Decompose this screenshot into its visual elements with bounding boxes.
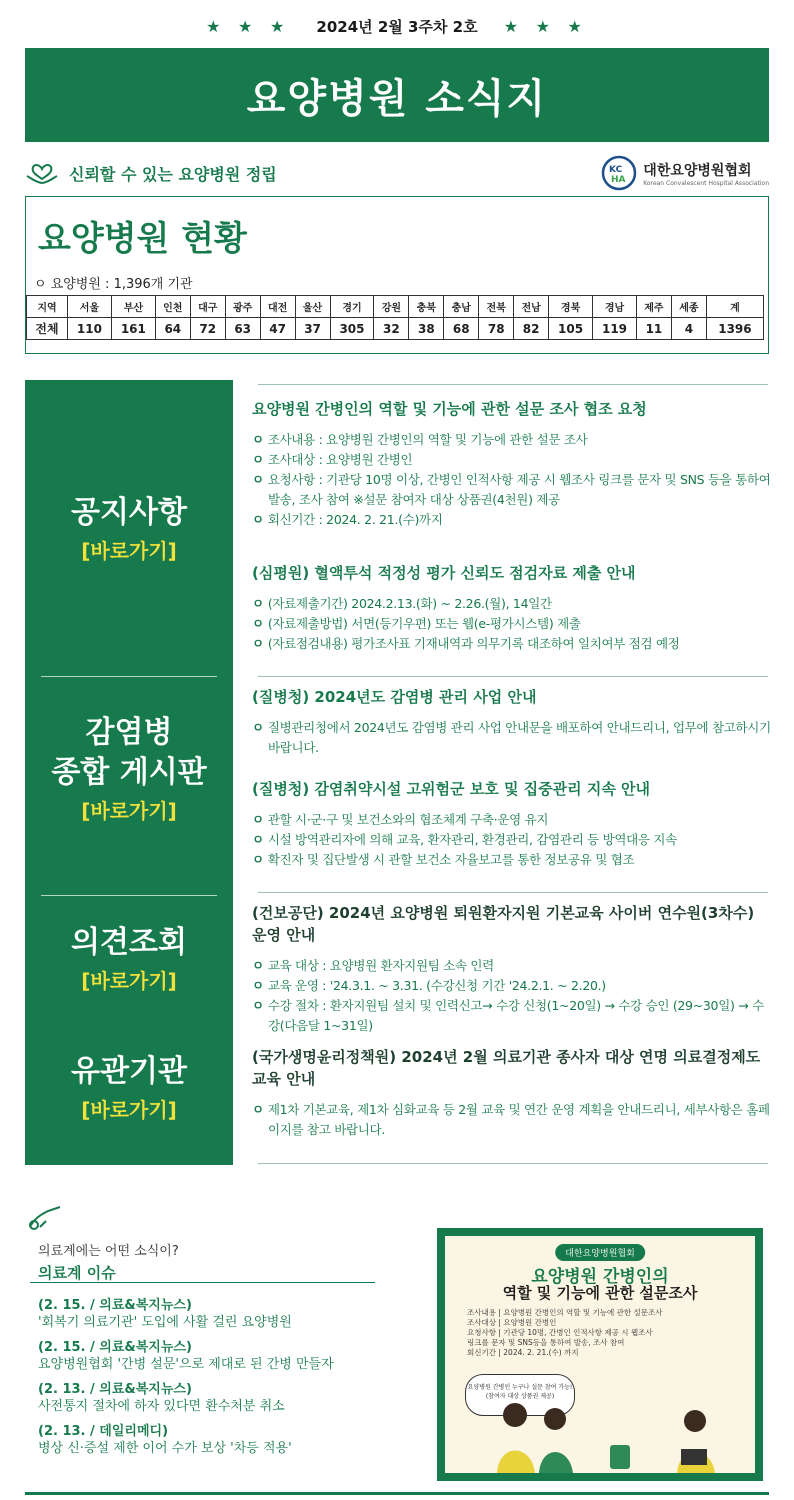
issue-source: (2. 15. / 의료&복지뉴스)	[38, 1298, 192, 1313]
other-title[interactable]: (국가생명윤리정책원) 2024년 2월 의료기관 종사자 대상 연명 의료결정제도 교육 안내	[252, 1048, 761, 1088]
region-count-cell: 72	[190, 318, 225, 340]
infection-title[interactable]: (질병청) 감염취약시설 고위험군 보호 및 집중관리 지속 안내	[252, 780, 651, 798]
issue-item[interactable]	[38, 1298, 418, 1332]
hospital-status-section	[25, 196, 769, 354]
region-count-cell: 82	[514, 318, 549, 340]
poster-body	[445, 1236, 755, 1473]
infection-detail: ㅇ 확진자 및 집단발생 시 관할 보건소 자율보고를 통한 정보공유 및 협조	[252, 850, 772, 870]
issue-source: (2. 15. / 의료&복지뉴스)	[38, 1340, 192, 1355]
region-name-cell: 경남	[593, 296, 637, 318]
association-text	[643, 160, 769, 187]
poster-line: 회신기간 | 2024. 2. 21.(수) 까지	[467, 1348, 579, 1357]
notice-link[interactable]	[25, 493, 233, 564]
opinion-goto[interactable]: [바로가기]	[81, 969, 177, 993]
slogan	[25, 160, 277, 186]
other-item[interactable]	[252, 902, 772, 1036]
svg-text:HA: HA	[611, 175, 626, 185]
divider	[30, 1282, 375, 1283]
issue-source: (2. 13. / 데일리메디)	[38, 1424, 169, 1439]
heart-hands-icon	[25, 160, 59, 186]
region-header-label: 지역	[27, 296, 68, 318]
brush-icon	[26, 1205, 64, 1231]
notice-goto[interactable]: [바로가기]	[81, 539, 177, 563]
issue-number: 2024년 2월 3주차 2호	[316, 18, 478, 36]
divider	[258, 676, 768, 677]
region-name-cell: 경기	[330, 296, 374, 318]
poster-title-1: 요양병원 간병인의	[531, 1267, 669, 1287]
notice-detail: ㅇ 회신기간 : 2024. 2. 21.(수)까지	[252, 510, 772, 530]
region-name-cell: 경북	[549, 296, 593, 318]
other-detail-list	[252, 1100, 772, 1140]
infection-label-2: 종합 게시판	[51, 755, 207, 790]
region-count-cell: 68	[444, 318, 479, 340]
other-title[interactable]: (건보공단) 2024년 요양병원 퇴원환자지원 기본교육 사이버 연수원(3차수) 운영 안내	[252, 904, 755, 944]
divider	[258, 892, 768, 893]
region-count-cell: 64	[155, 318, 190, 340]
issues-list	[38, 1298, 418, 1466]
region-name-cell: 부산	[111, 296, 155, 318]
notice-detail: ㅇ (자료제출기간) 2024.2.13.(화) ~ 2.26.(월), 14일간	[252, 594, 772, 614]
other-detail-list	[252, 956, 772, 1036]
poster-line: 조사내용 | 요양병원 간병인의 역할 및 기능에 관한 설문조사	[467, 1308, 663, 1317]
other-detail: ㅇ 교육 운영 : '24.3.1. ~ 3.31. (수강신청 기간 '24.2.1. ~ 2.20.)	[252, 976, 772, 996]
other-detail: ㅇ 교육 대상 : 요양병원 환자지원팀 소속 인력	[252, 956, 772, 976]
opinion-label: 의견조회	[71, 925, 187, 960]
region-name-cell: 인천	[155, 296, 190, 318]
notice-detail: ㅇ (자료점검내용) 평가조사표 기재내역과 의무기록 대조하여 일치여부 점검 예정	[252, 634, 772, 654]
divider	[41, 676, 217, 677]
region-name-cell: 서울	[67, 296, 111, 318]
region-header-row	[27, 296, 764, 318]
region-name-cell: 충북	[409, 296, 444, 318]
poster-title-2: 역할 및 기능에 관한 설문조사	[502, 1284, 698, 1302]
newsletter-title: 요양병원 소식지	[246, 75, 548, 122]
region-name-cell: 충남	[444, 296, 479, 318]
region-name-cell: 울산	[295, 296, 330, 318]
infection-label-1: 감염병	[85, 715, 173, 750]
association-name-en: Korean Convalescent Hospital Association	[643, 179, 769, 187]
infection-goto[interactable]: [바로가기]	[81, 799, 177, 823]
notice-detail-list	[252, 430, 772, 530]
infection-detail-list	[252, 810, 772, 870]
region-count-cell: 63	[225, 318, 260, 340]
poster-line: 링크를 문자 및 SNS등을 통하여 발송, 조사 참여	[467, 1338, 625, 1347]
region-count-cell: 38	[409, 318, 444, 340]
notice-item[interactable]	[252, 398, 772, 530]
region-name-cell: 대전	[260, 296, 295, 318]
region-count-cell: 47	[260, 318, 295, 340]
footer-rule	[25, 1492, 769, 1495]
region-name-cell: 대구	[190, 296, 225, 318]
notice-title[interactable]: (심평원) 혈액투석 적정성 평가 신뢰도 점검자료 제출 안내	[252, 564, 636, 582]
region-count-cell: 37	[295, 318, 330, 340]
other-detail: ㅇ 제1차 기본교육, 제1차 심화교육 등 2월 교육 및 연간 운영 계획을 안내드리니, 세부사항은 홈페이지를 참고 바랍니다.	[252, 1100, 772, 1140]
region-name-cell: 제주	[636, 296, 671, 318]
divider	[258, 384, 768, 385]
infection-title[interactable]: (질병청) 2024년도 감염병 관리 사업 안내	[252, 688, 537, 706]
infection-item[interactable]	[252, 686, 772, 758]
star-icon: ★ ★ ★	[503, 17, 588, 36]
region-count-row	[27, 318, 764, 340]
notice-detail: ㅇ (자료제출방법) 서면(등기우편) 또는 웹(e-평가시스템) 제출	[252, 614, 772, 634]
issue-headline[interactable]: 병상 신·증설 제한 이어 수가 보상 '차등 적용'	[38, 1441, 292, 1456]
related-goto[interactable]: [바로가기]	[81, 1098, 177, 1122]
poster-line: 요청사항 | 기관당 10명, 간병인 인적사항 제공 시 웹조사	[467, 1328, 653, 1337]
association-logo[interactable]	[601, 155, 769, 191]
notice-detail-list	[252, 594, 772, 654]
notice-detail: ㅇ 조사대상 : 요양병원 간병인	[252, 450, 772, 470]
hospital-count: ㅇ 요양병원 : 1,396개 기관	[34, 277, 193, 292]
region-name-cell: 세종	[671, 296, 706, 318]
other-detail: ㅇ 수강 절차 : 환자지원팀 설치 및 인력신고→ 수강 신청(1~20일) → 수강 승인 (29~30일) → 수강(다음달 1~31일)	[252, 996, 772, 1036]
region-count-cell: 4	[671, 318, 706, 340]
region-count-cell: 78	[479, 318, 514, 340]
issue-headline[interactable]: 요양병원협회 '간병 설문'으로 제대로 된 간병 만들자	[38, 1357, 334, 1372]
region-row-label: 전체	[27, 318, 68, 340]
divider	[258, 1163, 768, 1164]
notice-title[interactable]: 요양병원 간병인의 역할 및 기능에 관한 설문 조사 협조 요청	[252, 400, 647, 418]
region-count-cell: 110	[67, 318, 111, 340]
other-item[interactable]	[252, 1046, 772, 1140]
svg-text:KC: KC	[609, 165, 623, 175]
region-name-cell: 강원	[374, 296, 409, 318]
poster-badge: 대한요양병원협회	[555, 1244, 645, 1261]
kcha-logo-icon	[601, 155, 637, 191]
region-count-cell: 32	[374, 318, 409, 340]
issue-item[interactable]	[38, 1424, 418, 1458]
region-count-cell: 305	[330, 318, 374, 340]
infection-detail: ㅇ 관할 시·군·구 및 보건소와의 협조체계 구축·운영 유지	[252, 810, 772, 830]
infection-detail-list	[252, 718, 772, 758]
divider	[41, 895, 217, 896]
notice-label: 공지사항	[71, 495, 187, 530]
infection-detail: ㅇ 시설 방역관리자에 의해 교육, 환자관리, 환경관리, 감염관리 등 방역대응 지속	[252, 830, 772, 850]
status-title: 요양병원 현황	[38, 219, 247, 259]
region-name-cell: 광주	[225, 296, 260, 318]
newsletter-banner	[25, 48, 769, 142]
people-illustration-icon	[445, 1393, 755, 1473]
region-count-cell: 11	[636, 318, 671, 340]
association-name: 대한요양병원협회	[643, 162, 752, 179]
notice-detail: ㅇ 조사내용 : 요양병원 간병인의 역할 및 기능에 관한 설문 조사	[252, 430, 772, 450]
notice-detail: ㅇ 요청사항 : 기관당 10명 이상, 간병인 인적사항 제공 시 웹조사 링크를 문자 및 SNS 등을 통하여 발송, 조사 참여 ※설문 참여자 대상 상품권(4천원) 제공	[252, 470, 772, 510]
infection-board-link[interactable]	[25, 713, 233, 824]
region-count-cell: 105	[549, 318, 593, 340]
left-nav-panel	[25, 380, 233, 1165]
issue-item[interactable]	[38, 1340, 418, 1374]
issue-item[interactable]	[38, 1382, 418, 1416]
region-name-cell: 전북	[479, 296, 514, 318]
notice-item[interactable]	[252, 562, 772, 654]
infection-detail: ㅇ 질병관리청에서 2024년도 감염병 관리 사업 안내문을 배포하여 안내드리니, 업무에 참고하시기 바랍니다.	[252, 718, 772, 758]
issue-line	[0, 16, 794, 37]
slogan-text: 신뢰할 수 있는 요양병원 정립	[69, 164, 277, 184]
poster-details	[467, 1308, 662, 1358]
speech-bubble: 요양병원 간병인 누구나 설문 참여 가능! (참여자 대상 상품권 제공)	[465, 1374, 575, 1416]
region-count-cell: 161	[111, 318, 155, 340]
region-table	[26, 295, 764, 340]
issue-headline[interactable]: '회복기 의료기관' 도입에 사활 걸린 요양병원	[38, 1315, 292, 1330]
survey-poster[interactable]	[437, 1228, 763, 1481]
issue-headline[interactable]: 사전통지 절차에 하자 있다면 환수처분 취소	[38, 1399, 285, 1414]
issues-title: 의료계 이슈	[38, 1264, 116, 1282]
region-count-cell: 119	[593, 318, 637, 340]
issue-source: (2. 13. / 의료&복지뉴스)	[38, 1382, 192, 1397]
infection-item[interactable]	[252, 778, 772, 870]
related-label: 유관기관	[71, 1054, 187, 1089]
region-name-cell: 전남	[514, 296, 549, 318]
issues-subtitle: 의료계에는 어떤 소식이?	[38, 1244, 179, 1259]
region-name-cell: 계	[706, 296, 763, 318]
related-orgs-link[interactable]	[25, 1052, 233, 1123]
poster-line: 조사대상 | 요양병원 간병인	[467, 1318, 557, 1327]
slogan-row	[25, 150, 769, 196]
star-icon: ★ ★ ★	[206, 17, 291, 36]
region-count-cell: 1396	[706, 318, 763, 340]
opinion-link[interactable]	[25, 923, 233, 994]
